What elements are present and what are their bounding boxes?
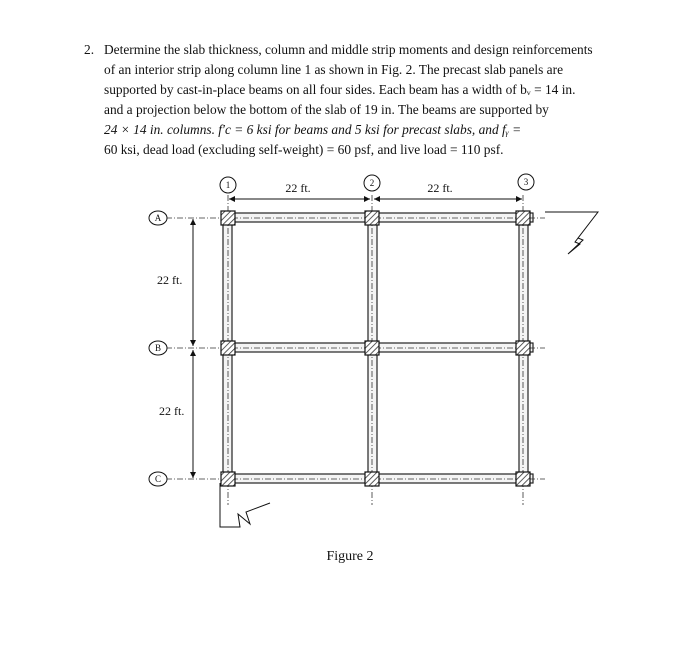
problem-number: 2.: [84, 42, 95, 57]
problem-line-3: supported by cast-in-place beams on all four sides. Each beam has a width of bᵥ = 14 in.: [104, 82, 576, 97]
column-c1: [221, 472, 235, 486]
problem-line-1: Determine the slab thickness, column and middle strip moments and design reinforcements: [104, 42, 593, 57]
problem-line-6: 60 ksi, dead load (excluding self-weight) = 60 psf, and live load = 110 psf.: [104, 142, 504, 157]
side-dim-label-1: 22 ft.: [157, 273, 183, 287]
column-b1: [221, 341, 235, 355]
row-line-a-label: A: [154, 213, 162, 223]
column-line-1-label: 1: [225, 180, 231, 190]
row-line-c-label: C: [154, 474, 162, 484]
problem-line-4: and a projection below the bottom of the slab of 19 in. The beams are supported by: [104, 102, 549, 117]
column-line-2-label: 2: [369, 178, 375, 188]
problem-line-5: 24 × 14 in. columns. f′c = 6 ksi for beams and 5 ksi for precast slabs, and fᵧ =: [104, 122, 522, 137]
break-line-right: [545, 212, 598, 254]
column-c3: [516, 472, 530, 486]
problem-line-2: of an interior strip along column line 1 as shown in Fig. 2. The precast slab panels are: [104, 62, 564, 77]
side-dim-label-2: 22 ft.: [159, 404, 185, 418]
column-b2: [365, 341, 379, 355]
column-c2: [365, 472, 379, 486]
row-line-b-label: B: [154, 343, 162, 353]
column-line-3-label: 3: [523, 177, 529, 187]
figure-caption: Figure 2: [326, 549, 374, 564]
column-a3: [516, 211, 530, 225]
column-a1: [221, 211, 235, 225]
column-a2: [365, 211, 379, 225]
column-line-markers: [220, 174, 534, 193]
top-dim-label-2: 22 ft.: [427, 181, 453, 195]
top-dim-label-1: 22 ft.: [285, 181, 311, 195]
column-b3: [516, 341, 530, 355]
break-line-bottom: [220, 483, 270, 527]
